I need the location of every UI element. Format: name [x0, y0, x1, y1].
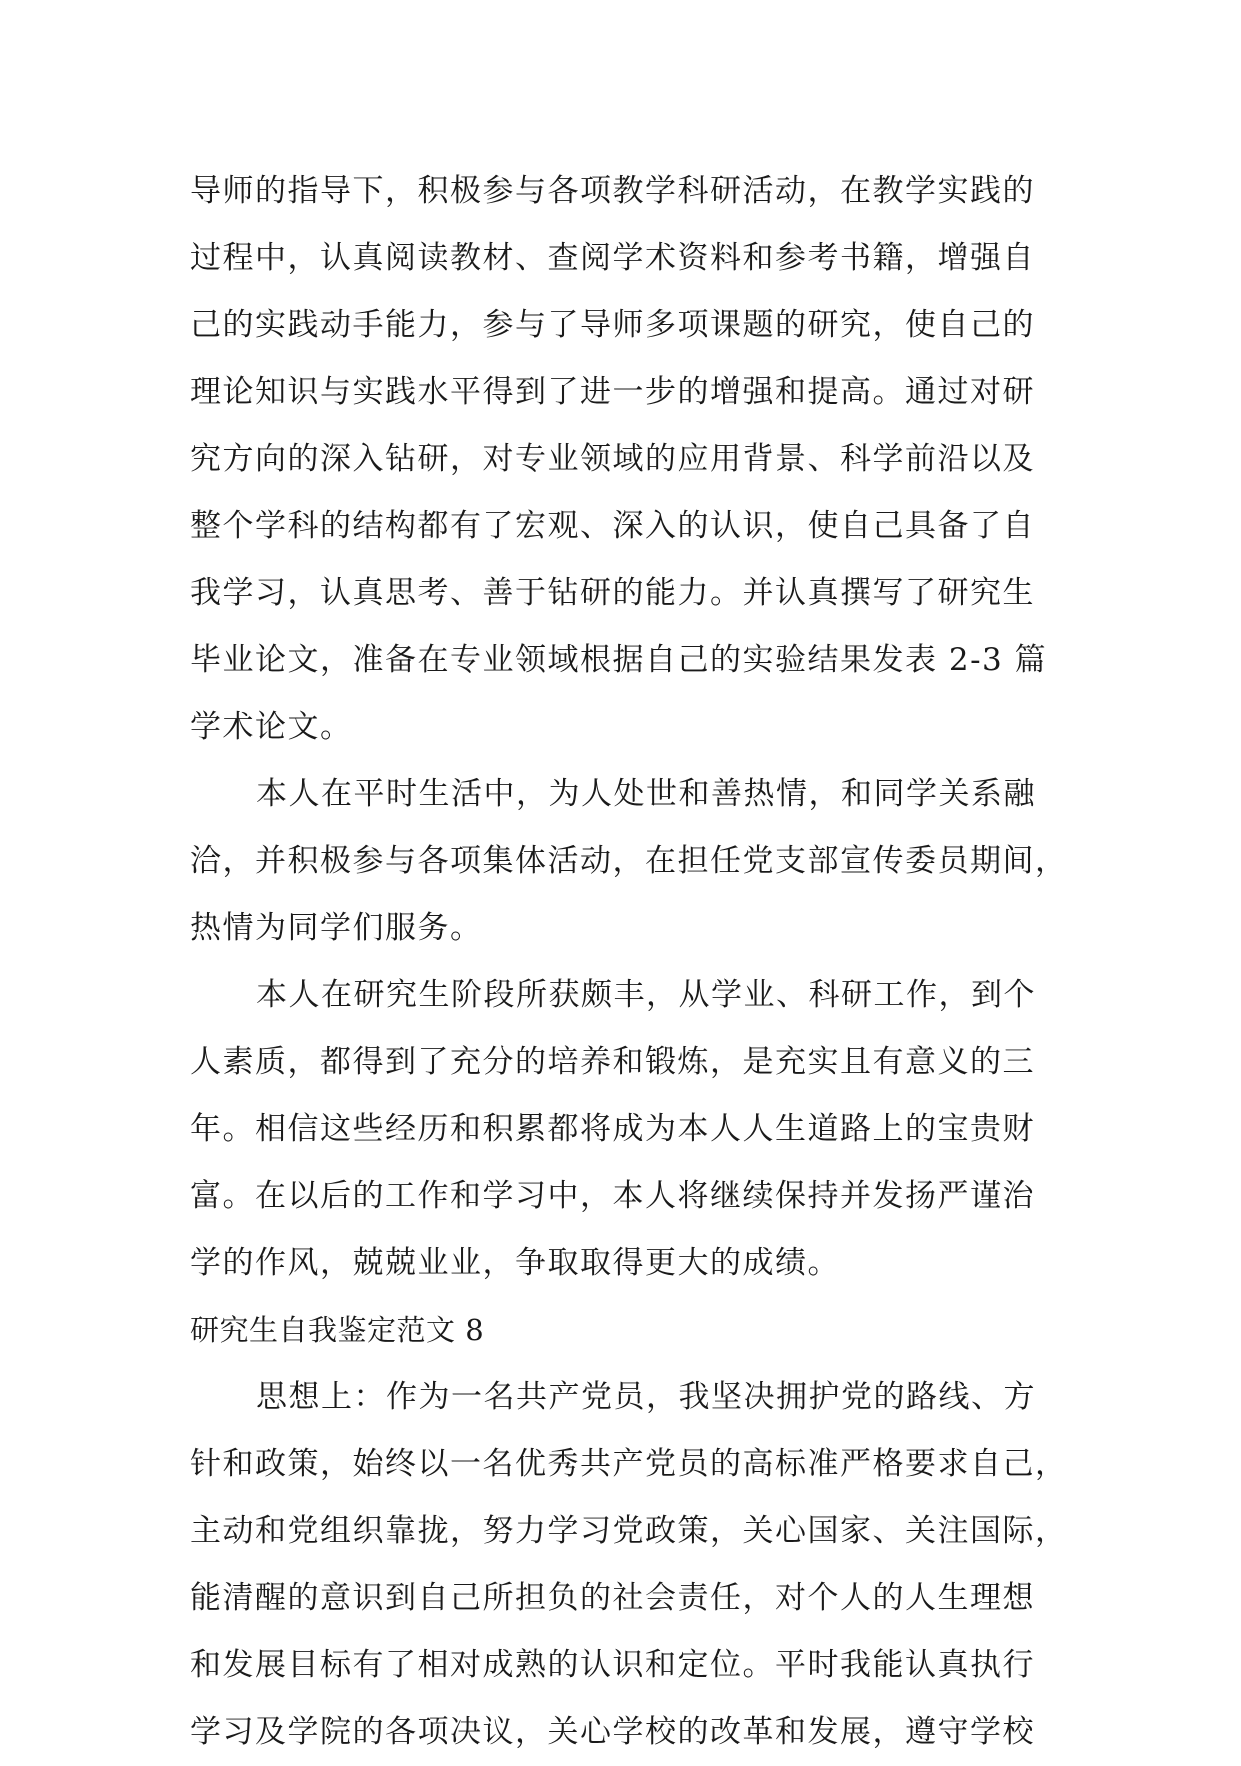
paragraph-line: 毕业论文，准备在专业领域根据自己的实验结果发表 2-3 篇 — [190, 642, 1048, 678]
paragraph-line: 己的实践动手能力，参与了导师多项课题的研究，使自己的 — [190, 307, 1035, 343]
paragraph-line: 能清醒的意识到自己所担负的社会责任，对个人的人生理想 — [190, 1580, 1035, 1616]
paragraph-line: 人素质，都得到了充分的培养和锻炼，是充实且有意义的三 — [190, 1044, 1035, 1080]
paragraph-line: 整个学科的结构都有了宏观、深入的认识，使自己具备了自 — [190, 508, 1035, 544]
paragraph-line: 过程中，认真阅读教材、查阅学术资料和参考书籍，增强自 — [190, 240, 1035, 276]
paragraph-line: 洽，并积极参与各项集体活动，在担任党支部宣传委员期间， — [190, 843, 1068, 879]
paragraph-line: 热情为同学们服务。 — [190, 910, 483, 946]
paragraph-line: 我学习，认真思考、善于钻研的能力。并认真撰写了研究生 — [190, 575, 1035, 611]
paragraph-line: 和发展目标有了相对成熟的认识和定位。平时我能认真执行 — [190, 1647, 1035, 1683]
paragraph-line: 本人在研究生阶段所获颇丰，从学业、科研工作，到个 — [256, 977, 1036, 1013]
document-body — [190, 158, 1068, 1766]
paragraph-line: 富。在以后的工作和学习中，本人将继续保持并发扬严谨治 — [190, 1178, 1035, 1214]
paragraph-line: 主动和党组织靠拢，努力学习党政策，关心国家、关注国际， — [190, 1513, 1068, 1549]
paragraph-line: 本人在平时生活中，为人处世和善热情，和同学关系融 — [256, 776, 1036, 812]
paragraph-line: 学习及学院的各项决议，关心学校的改革和发展，遵守学校 — [190, 1714, 1035, 1750]
paragraph-line: 学术论文。 — [190, 709, 353, 745]
paragraph-line: 导师的指导下，积极参与各项教学科研活动，在教学实践的 — [190, 173, 1035, 209]
paragraph-line: 学的作风，兢兢业业，争取取得更大的成绩。 — [190, 1245, 840, 1281]
paragraph-line: 思想上：作为一名共产党员，我坚决拥护党的路线、方 — [256, 1379, 1036, 1415]
paragraph-line: 究方向的深入钻研，对专业领域的应用背景、科学前沿以及 — [190, 441, 1035, 477]
paragraph-line: 理论知识与实践水平得到了进一步的增强和提高。通过对研 — [190, 374, 1035, 410]
paragraph-line: 针和政策，始终以一名优秀共产党员的高标准严格要求自己， — [190, 1446, 1068, 1482]
section-heading: 研究生自我鉴定范文 8 — [190, 1313, 485, 1347]
paragraph-line: 年。相信这些经历和积累都将成为本人人生道路上的宝贵财 — [190, 1111, 1035, 1147]
